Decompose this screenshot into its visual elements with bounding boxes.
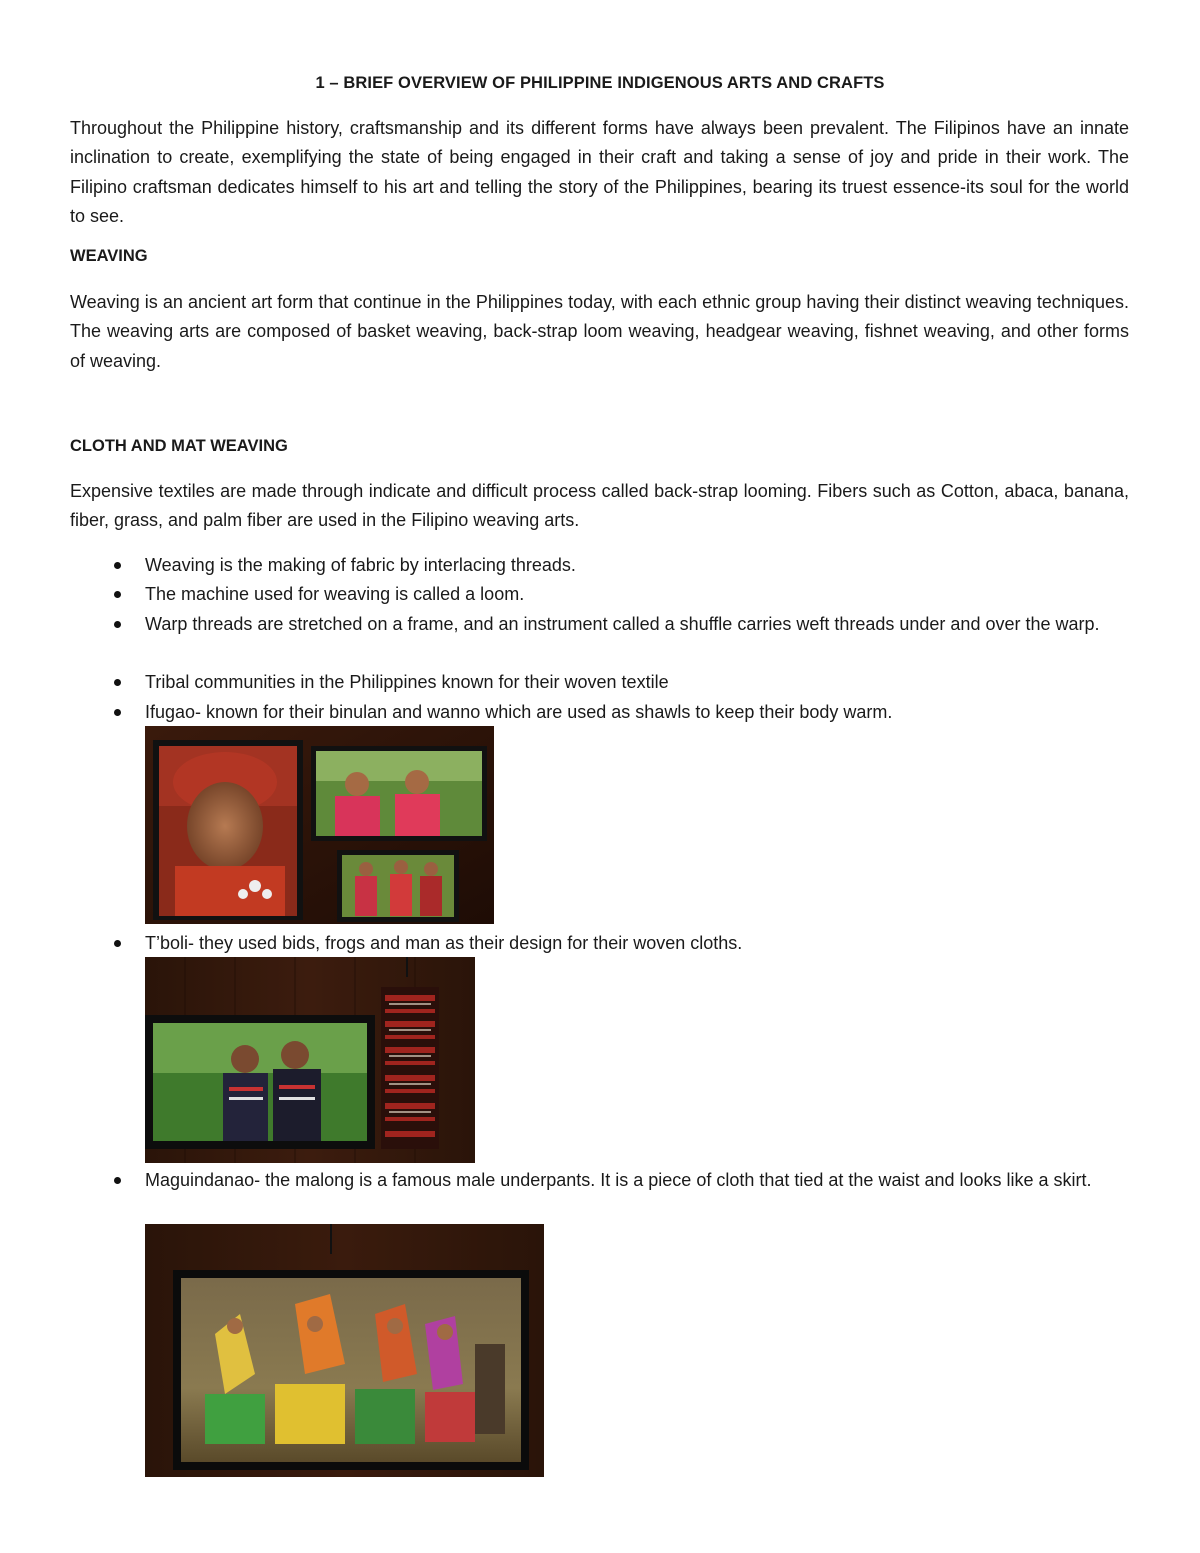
cloth-heading: CLOTH AND MAT WEAVING: [70, 437, 288, 455]
bullet-dot: [114, 940, 121, 947]
document-title: 1 – BRIEF OVERVIEW OF PHILIPPINE INDIGENOUS ARTS AND CRAFTS: [315, 74, 885, 92]
bullet-dot: [114, 591, 121, 598]
list-item-text: The machine used for weaving is called a loom.: [145, 584, 525, 604]
list-item-text: Warp threads are stretched on a frame, and an instrument called a shuffle carries weft threads under and over the warp.: [145, 614, 1100, 634]
list-item: [145, 929, 1129, 958]
list-item: [145, 551, 1129, 580]
bullet-dot: [114, 679, 121, 686]
bullet-dot: [114, 562, 121, 569]
list-item: [145, 668, 1129, 697]
intro-paragraph: Throughout the Philippine history, craftsmanship and its different forms have always been prevalent. The Filipinos have an innate inclination to create, exemplifying the state of being engaged in their craft and taking a sense of joy and pride in their work. The Filipino craftsman dedicates himself to his art and telling the story of the Philippines, bearing its truest essence-its soul for the world to see.: [70, 118, 1129, 226]
tboli-photo-graphic: [145, 957, 475, 1163]
ifugao-collage-graphic: [145, 726, 494, 924]
weaving-heading: WEAVING: [70, 247, 148, 265]
cloth-paragraph: Expensive textiles are made through indicate and difficult process called back-strap looming. Fibers such as Cotton, abaca, banana, fiber, grass, and palm fiber are used in the Filipino weaving arts.: [70, 481, 1129, 531]
list-item-text: T’boli- they used bids, frogs and man as their design for their woven cloths.: [145, 933, 743, 953]
maguindanao-photo-graphic: [145, 1224, 544, 1477]
list-item-text: Weaving is the making of fabric by interlacing threads.: [145, 555, 576, 575]
tboli-photo: [145, 957, 475, 1163]
bullet-dot: [114, 1177, 121, 1184]
list-item: [145, 1166, 1129, 1195]
maguindanao-photo: [145, 1224, 544, 1477]
list-item-text: Ifugao- known for their binulan and wanno which are used as shawls to keep their body warm.: [145, 702, 893, 722]
list-item: [145, 610, 1129, 639]
weaving-paragraph: Weaving is an ancient art form that continue in the Philippines today, with each ethnic group having their distinct weaving techniques. The weaving arts are composed of basket weaving, back-strap loom weaving, headgear weaving, fishnet weaving, and other forms of weaving.: [70, 292, 1129, 371]
list-item: [145, 580, 1129, 609]
ifugao-photo-collage: [145, 726, 494, 924]
list-item: [145, 698, 1129, 727]
bullet-dot: [114, 621, 121, 628]
bullet-dot: [114, 709, 121, 716]
list-item-text: Tribal communities in the Philippines known for their woven textile: [145, 672, 669, 692]
list-item-text: Maguindanao- the malong is a famous male underpants. It is a piece of cloth that tied at the waist and looks like a skirt.: [145, 1170, 1092, 1190]
